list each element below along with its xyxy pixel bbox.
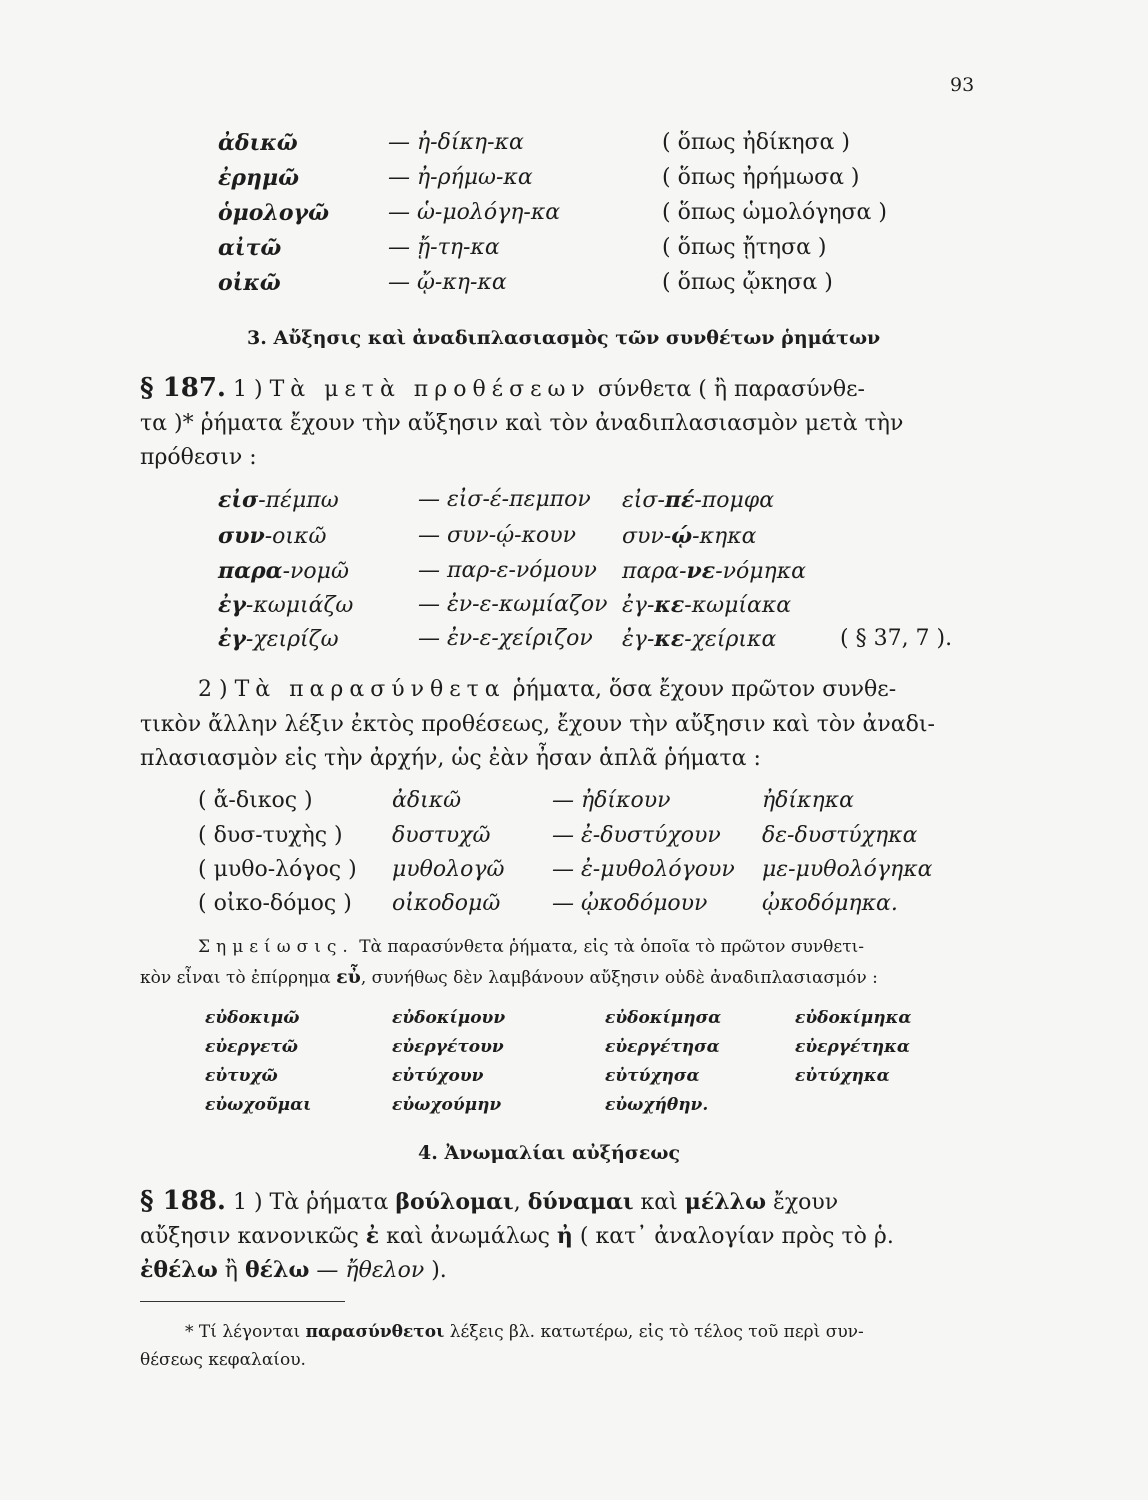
origin-word: ( μυθο-λόγος ): [198, 857, 357, 882]
imperfect-form: — ἐν-ε-κωμίαζον: [418, 592, 608, 617]
eu-verb-cell: εὐεργετῶ: [205, 1037, 298, 1057]
footnote-mark: *: [185, 1322, 194, 1342]
parasyntheta-row: [0, 823, 1148, 853]
eu-verb-cell: εὐδοκιμῶ: [205, 1008, 300, 1028]
text: σύνθετα ( ἢ παρασύνθε-: [597, 377, 865, 402]
imperfect-form: — παρ-ε-νόμουν: [418, 558, 597, 583]
verb-row: [0, 270, 1148, 300]
emphasis: ἠ: [556, 1223, 573, 1249]
emphasis: ἐ: [365, 1223, 380, 1249]
eu-verb-cell: εὐεργέτησα: [605, 1037, 720, 1057]
parasyntheta-row: [0, 857, 1148, 887]
verb: ἐγ-κωμιάζω: [218, 592, 354, 618]
perfect-form: ἠδίκηκα: [762, 788, 854, 813]
verb: δυστυχῶ: [392, 823, 491, 848]
text: ( κατ᾽ ἀναλογίαν πρὸς τὸ ῥ.: [579, 1224, 894, 1249]
paragraph-187-line2: τα )* ῥήματα ἔχουν τὴν αὔξησιν καὶ τὸν ἀναδιπλασιασμὸν μετὰ τὴν: [140, 411, 904, 436]
perfect-form: — ἠ-ρήμω-κα: [388, 165, 533, 190]
note: ( ὅπως ᾔτησα ): [662, 235, 827, 260]
compound-row: [0, 523, 1148, 553]
compound-row: [0, 558, 1148, 588]
imperfect-form: — ἠδίκουν: [552, 788, 671, 813]
spaced-phrase: Τὰ παρασύνθετα: [234, 677, 506, 702]
parasyntheta-row: [0, 788, 1148, 818]
perfect-form: συν-ῴ-κηκα: [622, 523, 757, 549]
verb: μυθολογῶ: [392, 857, 505, 882]
eu-verb-cell: εὐεργέτουν: [392, 1037, 504, 1057]
verb: οἰκοδομῶ: [392, 891, 501, 916]
perfect-form: — ἠ-δίκη-κα: [388, 130, 524, 155]
spaced-phrase: Τὰ μετὰ προθέσεων: [269, 377, 591, 402]
origin-word: ( δυσ-τυχὴς ): [198, 823, 343, 848]
verb: συν-οικῶ: [218, 523, 327, 549]
footnote-divider: [140, 1301, 345, 1302]
verb: ἐρημῶ: [218, 165, 300, 191]
imperfect-form: — εἰσ-έ-πεμπον: [418, 487, 591, 512]
perfect-form: παρα-νε-νόμηκα: [622, 558, 807, 584]
paragraph-188-line1: [140, 1183, 838, 1221]
imperfect-form: — ἐ-μυθολόγουν: [552, 857, 735, 882]
perfect-form: ἐγ-κε-χείρικα: [622, 626, 777, 652]
text: Τὰ παρασύνθετα ῥήματα, εἰς τὰ ὁποῖα τὸ πρῶτον συνθετι-: [359, 937, 865, 957]
footnote-line2: θέσεως κεφαλαίου.: [140, 1350, 306, 1370]
emphasis: μέλλω: [684, 1189, 767, 1215]
paragraph-187-line1: [140, 370, 865, 408]
paragraph-2-line2: τικὸν ἄλλην λέξιν ἐκτὸς προθέσεως, ἔχουν τὴν αὔξησιν καὶ τὸν ἀναδι-: [140, 712, 935, 737]
imperfect-form: — ᾠκοδόμουν: [552, 891, 708, 916]
section-reference: ( § 37, 7 ).: [840, 626, 953, 651]
eu-verb-cell: εὐτύχηκα: [795, 1066, 890, 1086]
verb: ἀδικῶ: [218, 130, 298, 156]
eu-verb-cell: εὐεργέτηκα: [795, 1037, 910, 1057]
page-number: 93: [950, 74, 975, 96]
paragraph-2-line1: [198, 672, 896, 708]
verb: αἰτῶ: [218, 235, 282, 261]
text: καὶ: [640, 1190, 678, 1215]
eu-verb-cell: εὐωχήθην.: [605, 1095, 709, 1115]
emphasis: βούλομαι: [395, 1189, 514, 1215]
verb-row: [0, 200, 1148, 230]
text: ,: [513, 1190, 528, 1215]
eu-verb-row: [0, 1008, 1148, 1032]
note: ( ὅπως ἠδίκησα ): [662, 130, 850, 155]
compound-row: [0, 592, 1148, 622]
imperfect-form: — συν-ῴ-κουν: [418, 523, 576, 548]
note: ( ὅπως ὡμολόγησα ): [662, 200, 887, 225]
verb-row: [0, 235, 1148, 265]
note-line2: [140, 966, 878, 988]
text: καὶ ἀνωμάλως: [386, 1224, 550, 1249]
verb: παρα-νομῶ: [218, 558, 349, 584]
eu-verb-row: [0, 1066, 1148, 1090]
perfect-form: δε-δυστύχηκα: [762, 823, 918, 848]
text: 1 ) Τὰ ῥήματα: [232, 1190, 389, 1215]
paragraph-188-line3: [140, 1252, 447, 1289]
origin-word: ( ἄ-δικος ): [198, 788, 313, 813]
item-number: 2 ): [198, 677, 228, 702]
text: λέξεις βλ. κατωτέρω, εἰς τὸ τέλος τοῦ περὶ συν-: [449, 1322, 864, 1342]
item-number: 1 ): [232, 377, 263, 402]
compound-row: [0, 626, 1148, 656]
text: ῥήματα, ὅσα ἔχουν πρῶτον συνθε-: [512, 677, 897, 702]
section-heading-4: 4. Ἀνωμαλίαι αὐξήσεως: [418, 1142, 681, 1164]
eu-verb-cell: εὐδοκίμηκα: [795, 1008, 912, 1028]
verb: ὁμολογῶ: [218, 200, 330, 226]
compound-row: [0, 487, 1148, 517]
imperfect-form: — ἐν-ε-χείριζον: [418, 626, 593, 651]
imperfect-form: — ἐ-δυστύχουν: [552, 823, 721, 848]
origin-word: ( οἰκο-δόμος ): [198, 891, 352, 916]
eu-verb-cell: εὐδοκίμουν: [392, 1008, 506, 1028]
perfect-form: — ᾤ-κη-κα: [388, 270, 507, 295]
verb-row: [0, 165, 1148, 195]
perfect-form: ἐγ-κε-κωμίακα: [622, 592, 792, 618]
text: ).: [431, 1258, 447, 1283]
perfect-form: με-μυθολόγηκα: [762, 857, 933, 882]
emphasis: δύναμαι: [527, 1189, 634, 1215]
verb: οἰκῶ: [218, 270, 281, 296]
perfect-form: εἰσ-πέ-πομφα: [622, 487, 775, 513]
text: κὸν εἶναι τὸ ἐπίρρημα: [140, 968, 331, 988]
parasyntheta-row: [0, 891, 1148, 921]
section-number: § 188.: [140, 1186, 226, 1216]
footnote-line1: [185, 1322, 864, 1342]
note-line1: [198, 937, 864, 957]
text: αὔξησιν κανονικῶς: [140, 1224, 359, 1249]
emphasis: εὖ: [336, 966, 361, 988]
text: Τί λέγονται: [198, 1322, 301, 1342]
emphasis: θέλω: [244, 1257, 310, 1283]
text: , συνήθως δὲν λαμβάνουν αὔξησιν οὐδὲ ἀναδιπλασιασμόν :: [360, 968, 878, 988]
paragraph-2-line3: πλασιασμὸν εἰς τὴν ἀρχήν, ὡς ἐὰν ἦσαν ἁπλᾶ ῥήματα :: [140, 746, 761, 771]
eu-verb-row: [0, 1037, 1148, 1061]
text: ἢ: [224, 1258, 238, 1283]
eu-verb-cell: εὐτύχουν: [392, 1066, 484, 1086]
eu-verb-cell: εὐωχούμην: [392, 1095, 502, 1115]
eu-verb-cell: εὐτύχησα: [605, 1066, 700, 1086]
section-number: § 187.: [140, 373, 226, 403]
eu-verb-cell: εὐωχοῦμαι: [205, 1095, 312, 1115]
section-heading-3: 3. Αὔξησις καὶ ἀναδιπλασιασμὸς τῶν συνθέτων ῥημάτων: [247, 327, 881, 349]
note: ( ὅπως ἠρήμωσα ): [662, 165, 860, 190]
emphasis: ἐθέλω: [140, 1257, 218, 1283]
verb: ἀδικῶ: [392, 788, 462, 813]
text: ἔχουν: [773, 1190, 839, 1215]
perfect-form: — ᾔ-τη-κα: [388, 235, 500, 260]
eu-verb-cell: εὐδοκίμησα: [605, 1008, 722, 1028]
perfect-form: — ὡ-μολόγη-κα: [388, 200, 561, 225]
paragraph-187-line3: πρόθεσιν :: [140, 445, 257, 470]
note: ( ὅπως ᾤκησα ): [662, 270, 833, 295]
paragraph-188-line2: [140, 1218, 894, 1255]
verb: ἐγ-χειρίζω: [218, 626, 339, 652]
text: — ἤθελον: [316, 1258, 425, 1283]
note-label: Σημείωσις.: [198, 937, 354, 957]
eu-verb-row: [0, 1095, 1148, 1119]
perfect-form: ᾠκοδόμηκα.: [762, 891, 898, 916]
eu-verb-cell: εὐτυχῶ: [205, 1066, 278, 1086]
verb: εἰσ-πέμπω: [218, 487, 339, 513]
verb-row: [0, 130, 1148, 160]
emphasis: παρασύνθετοι: [305, 1322, 445, 1342]
